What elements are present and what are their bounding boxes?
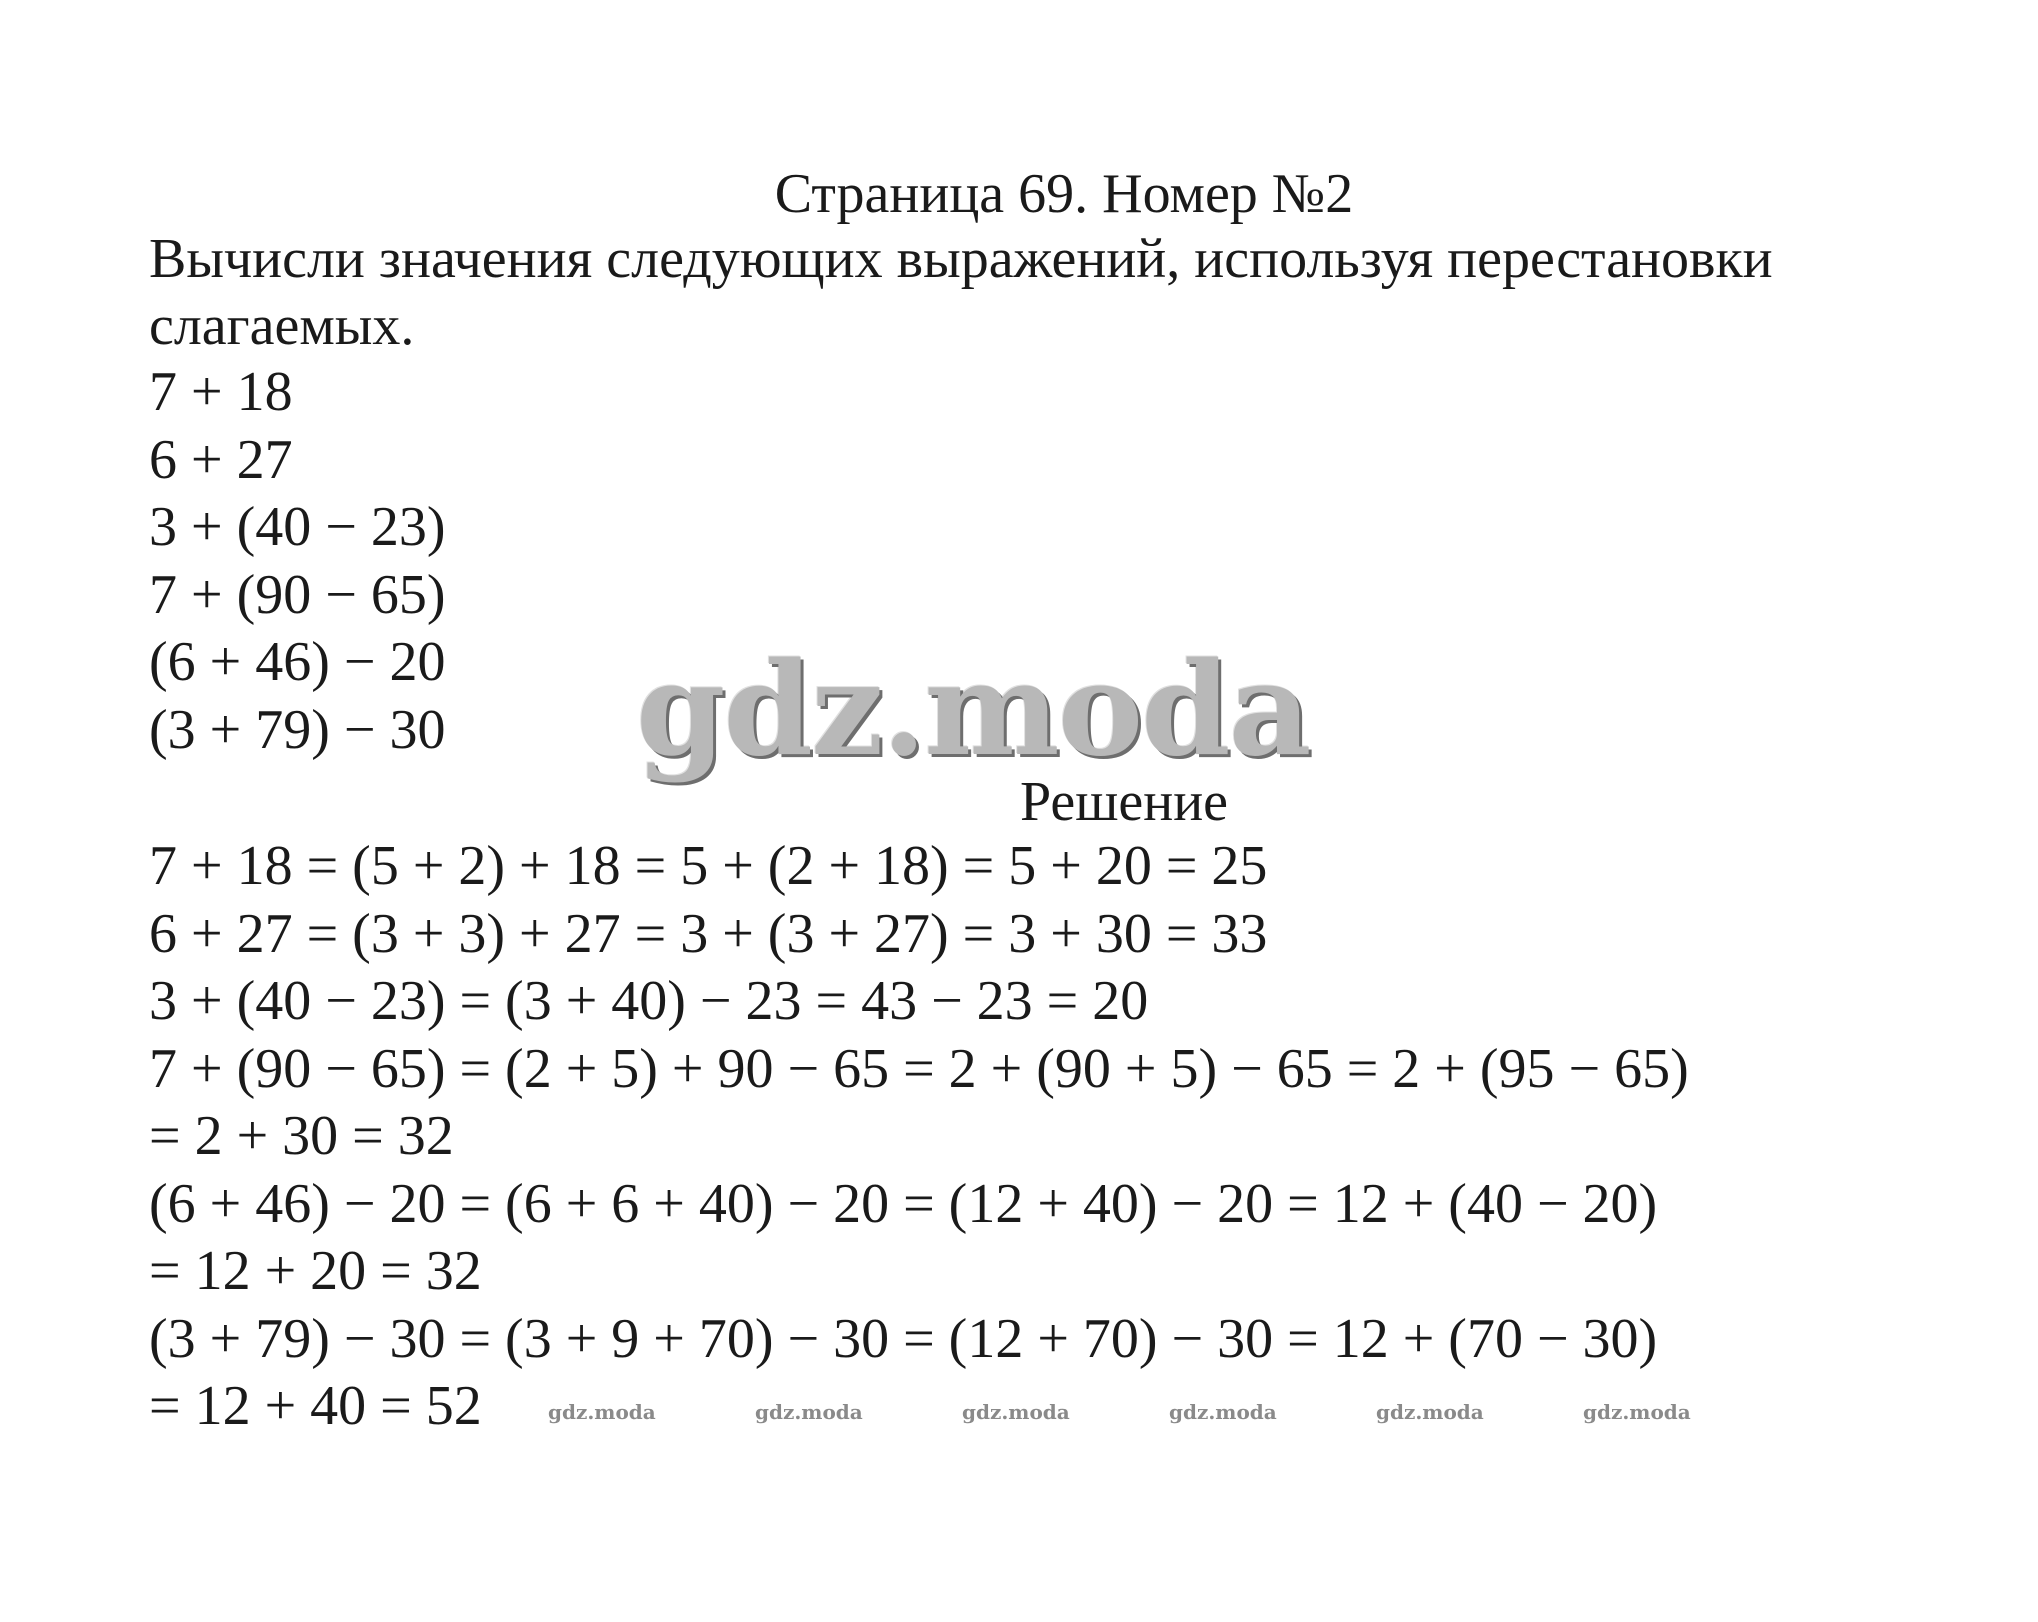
- solution-line: = 12 + 20 = 32: [149, 1240, 482, 1302]
- solution-line: (3 + 79) − 30 = (3 + 9 + 70) − 30 = (12 + 70) − 30 = 12 + (70 − 30): [149, 1307, 1658, 1370]
- watermark-small: gdz.moda: [755, 1400, 863, 1424]
- expression-line: 7 + (90 − 65): [149, 563, 446, 626]
- solution-line: = 12 + 40 = 52: [149, 1375, 482, 1437]
- solution-line: 7 + (90 − 65) = (2 + 5) + 90 − 65 = 2 + (90 + 5) − 65 = 2 + (95 − 65): [149, 1037, 1689, 1100]
- watermark-small: gdz.moda: [1169, 1400, 1277, 1424]
- page-title: Страница 69. Номер №2: [774, 163, 1354, 225]
- expression-list: [149, 359, 445, 764]
- solution-line: 7 + 18 = (5 + 2) + 18 = 5 + (2 + 18) = 5 + 20 = 25: [149, 835, 1268, 897]
- watermark-small: gdz.moda: [548, 1400, 656, 1424]
- expression-line: 6 + 27: [149, 428, 293, 491]
- watermark-logo: gdz.moda: [636, 635, 1310, 785]
- solution-heading: Решение: [1020, 771, 1229, 833]
- task-text: Вычисли значения следующих выражений, используя перестановки слагаемых.: [149, 228, 1773, 357]
- watermark-small: gdz.moda: [1376, 1400, 1484, 1424]
- expression-line: 3 + (40 − 23): [149, 496, 446, 558]
- solution-line: = 2 + 30 = 32: [149, 1105, 454, 1167]
- expression-line: 7 + 18: [149, 361, 293, 423]
- solution-line: 3 + (40 − 23) = (3 + 40) − 23 = 43 − 23 = 20: [149, 970, 1149, 1032]
- watermark-small: gdz.moda: [1583, 1400, 1691, 1424]
- solution-list: [149, 833, 1689, 1441]
- watermark-row: [0, 1399, 2038, 1429]
- watermark-small: gdz.moda: [962, 1400, 1070, 1424]
- solution-line: 6 + 27 = (3 + 3) + 27 = 3 + (3 + 27) = 3 + 30 = 33: [149, 902, 1268, 965]
- expression-line: (3 + 79) − 30: [149, 698, 446, 761]
- solution-line: (6 + 46) − 20 = (6 + 6 + 40) − 20 = (12 + 40) − 20 = 12 + (40 − 20): [149, 1172, 1658, 1235]
- expression-line: (6 + 46) − 20: [149, 631, 446, 693]
